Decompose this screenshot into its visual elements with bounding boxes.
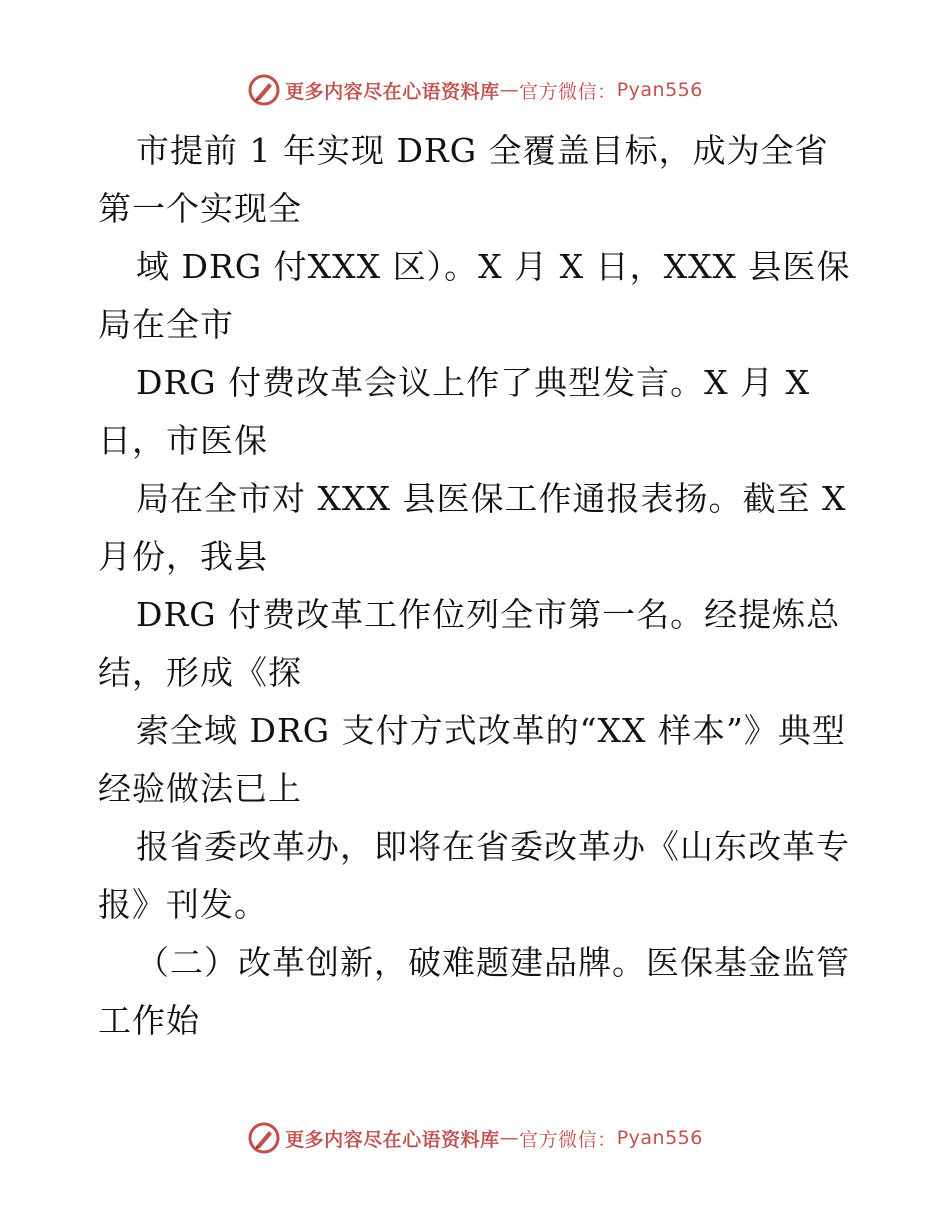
paragraph-line: 工作始 (98, 1001, 200, 1040)
document-body (98, 122, 858, 1050)
paragraph-line: DRG 付费改革会议上作了典型发言。X 月 X (136, 363, 811, 402)
watermark-main-text: 更多内容尽在心语资料库 (285, 80, 500, 103)
paragraph-line: 报》刊发。 (98, 885, 268, 924)
header-watermark (0, 70, 950, 110)
watermark-separator: — (499, 79, 520, 101)
watermark-contact-id: Pyan556 (616, 79, 703, 101)
paragraph-line: 报省委改革办，即将在省委改革办《山东改革专 (136, 827, 850, 866)
paragraph-line: 月份，我县 (98, 537, 268, 576)
paragraph-line: 索全域 DRG 支付方式改革的“XX 样本”》典型 (136, 711, 846, 750)
paragraph-line: DRG 付费改革工作位列全市第一名。经提炼总 (136, 595, 841, 634)
watermark-main-text: 更多内容尽在心语资料库 (285, 1128, 500, 1151)
paragraph-line: 局在全市对 XXX 县医保工作通报表扬。截至 X (136, 479, 847, 518)
pen-logo-icon (247, 1121, 281, 1155)
paragraph-line: 经验做法已上 (98, 769, 302, 808)
paragraph-line: 第一个实现全 (98, 189, 302, 228)
paragraph-line: 结，形成《探 (98, 653, 302, 692)
pen-logo-icon (247, 73, 281, 107)
paragraph-line: 域 DRG 付XXX 区）。X 月 X 日，XXX 县医保 (136, 247, 851, 286)
paragraph-line: （二）改革创新，破难题建品牌。医保基金监管 (136, 943, 850, 982)
watermark-contact-label: 官方微信： (519, 1128, 617, 1151)
watermark-contact-label: 官方微信： (519, 80, 617, 103)
watermark-contact-id: Pyan556 (616, 1127, 703, 1149)
paragraph-line: 局在全市 (98, 305, 234, 344)
watermark-separator: — (499, 1127, 520, 1149)
footer-watermark (0, 1118, 950, 1158)
paragraph-line: 市提前 1 年实现 DRG 全覆盖目标，成为全省 (136, 131, 829, 170)
paragraph-line: 日，市医保 (98, 421, 268, 460)
